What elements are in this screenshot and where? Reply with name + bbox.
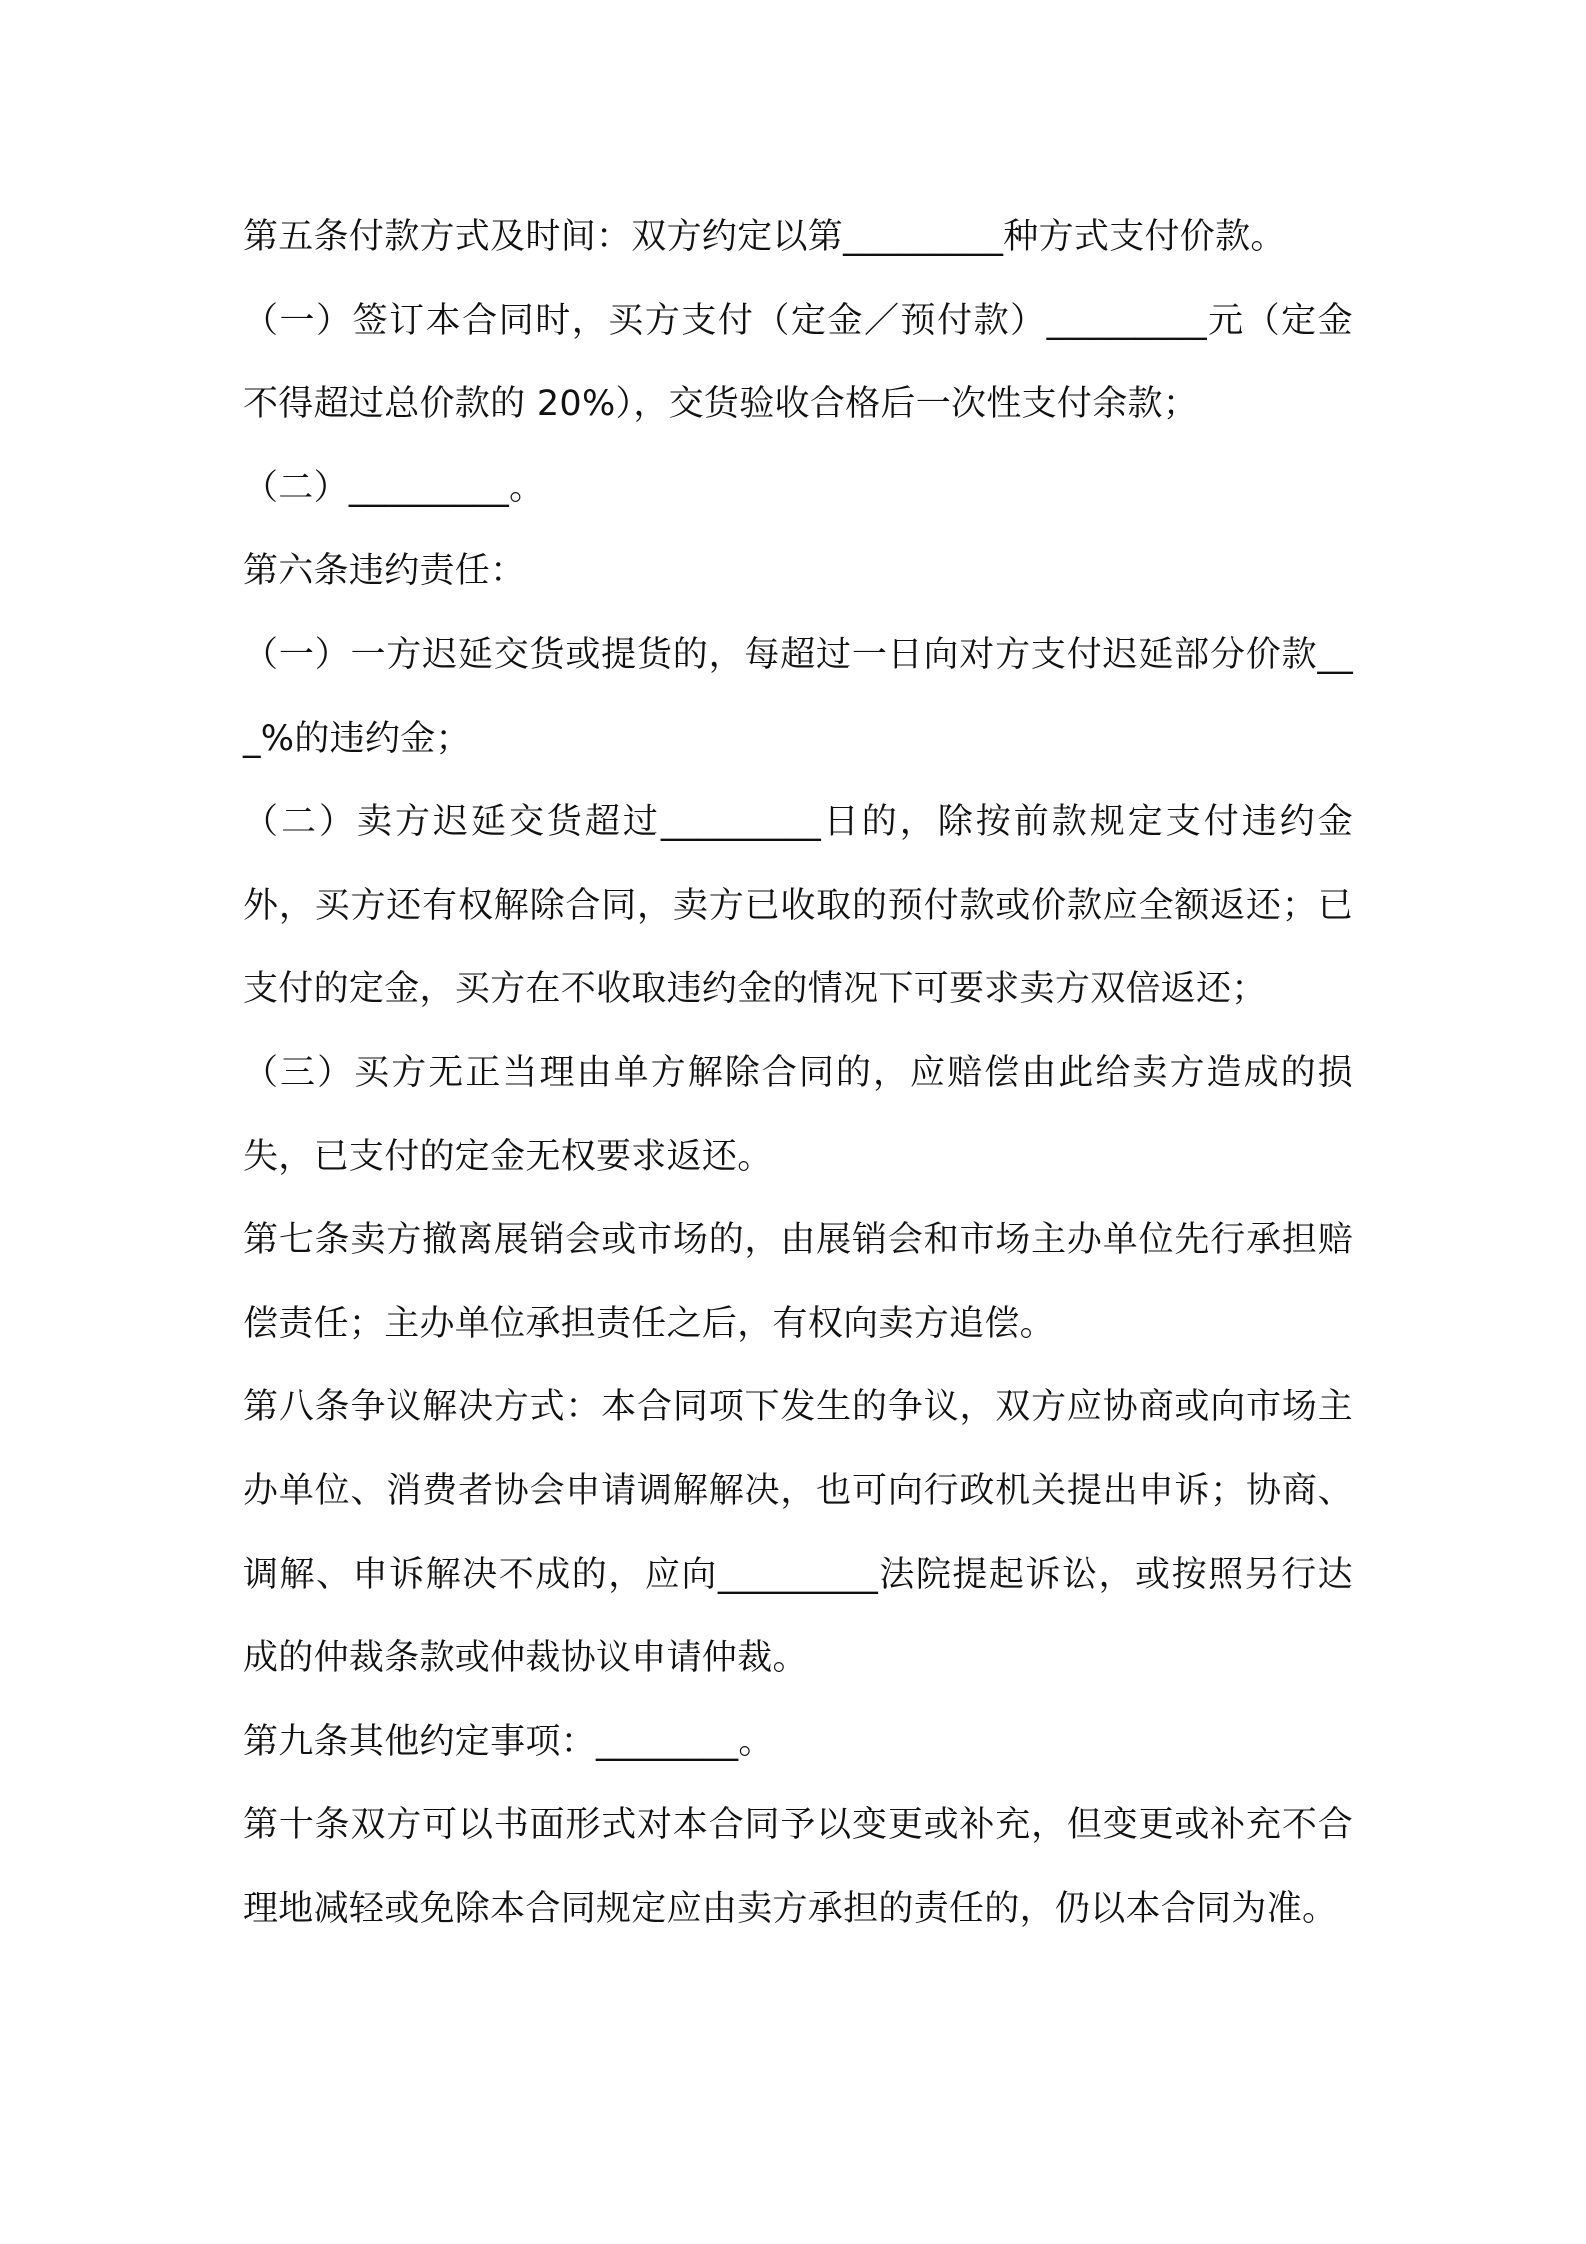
article-6-liability: 第六条违约责任： [243, 551, 526, 592]
article-8-dispute: 第八条争议解决方式：本合同项下发生的争议，双方应协商或向市场主办单位、消费者协会申请调解解决，也可向行政机关提出申诉；协商、调解、申诉解决不成的，应向_________法院提起诉讼，或按照另行达成的仲裁条款或仲裁协议申请仲裁。 [243, 1387, 1353, 1679]
article-6-clause-3: （三）买方无正当理由单方解除合同的，应赔偿由此给卖方造成的损失，已支付的定金无权要求返还。 [243, 1052, 1353, 1177]
article-5-payment: 第五条付款方式及时间：双方约定以第_________种方式支付价款。 [243, 217, 1286, 257]
contract-body [243, 196, 1353, 1951]
article-6-clause-1: （一）一方迟延交货或提货的，每超过一日向对方支付迟延部分价款___%的违约金； [243, 634, 1353, 759]
article-10-amendment: 第十条双方可以书面形式对本合同予以变更或补充，但变更或补充不合理地减轻或免除本合同规定应由卖方承担的责任的，仍以本合同为准。 [243, 1805, 1353, 1929]
article-9-other: 第九条其他约定事项：________。 [243, 1721, 774, 1762]
article-5-clause-2: （二）_________。 [243, 467, 545, 508]
article-7-withdrawal: 第七条卖方撤离展销会或市场的，由展销会和市场主办单位先行承担赔偿责任；主办单位承担责任之后，有权向卖方追偿。 [243, 1220, 1353, 1344]
article-6-clause-2: （二）卖方迟延交货超过_________日的，除按前款规定支付违约金外，买方还有权解除合同，卖方已收取的预付款或价款应全额返还；已支付的定金，买方在不收取违约金的情况下可要求卖方双倍返还； [243, 802, 1353, 1010]
article-5-clause-1: （一）签订本合同时，买方支付（定金／预付款）_________元（定金不得超过总价款的 20%），交货验收合格后一次性支付余款； [243, 300, 1353, 425]
